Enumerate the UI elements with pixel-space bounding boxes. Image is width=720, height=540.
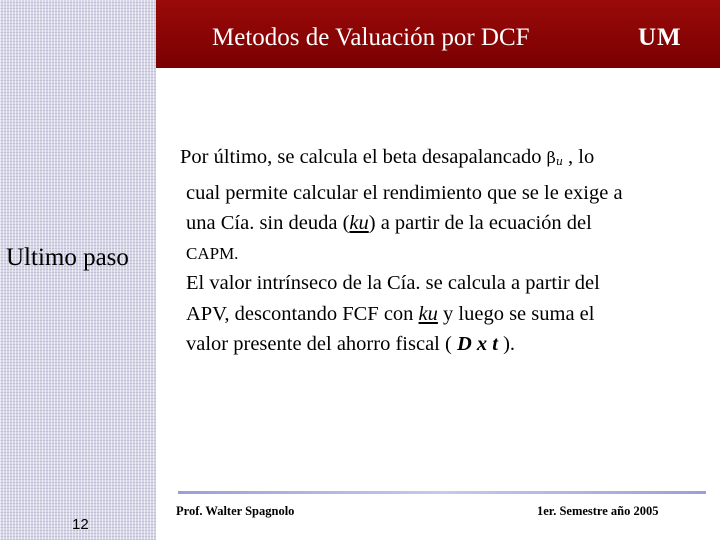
footer-divider bbox=[178, 491, 706, 494]
p1-line2: cual permite calcular el rendimiento que se le exige a bbox=[186, 181, 623, 204]
p2-line3-tail: ). bbox=[497, 333, 516, 355]
page-number: 12 bbox=[72, 516, 89, 533]
paragraph-apv bbox=[178, 268, 710, 360]
beta-unlevered-symbol bbox=[547, 148, 563, 167]
p2-line1: El valor intrínseco de la Cía. se calcula a partir del bbox=[186, 272, 600, 294]
p1-line3-tail: ) a partir de la ecuación del bbox=[368, 212, 592, 234]
header-banner bbox=[156, 0, 720, 68]
p2-line3 bbox=[178, 329, 710, 360]
ku-term-2: ku bbox=[418, 302, 438, 325]
ku-term: ku bbox=[349, 212, 369, 234]
sidebar-label: Ultimo paso bbox=[6, 244, 129, 271]
beta-subscript: u bbox=[555, 155, 563, 168]
footer-semester: 1er. Semestre año 2005 bbox=[537, 504, 659, 518]
p2-line3-text: valor presente del ahorro fiscal ( bbox=[186, 333, 457, 355]
p2-line2 bbox=[178, 299, 710, 330]
slide-title: Metodos de Valuación por DCF bbox=[212, 24, 530, 51]
um-logo: UM bbox=[638, 24, 682, 51]
p2-line2-text: APV, descontando FCF con bbox=[186, 302, 419, 325]
d-x-t-term: D x t bbox=[456, 333, 498, 355]
p1-line1 bbox=[178, 142, 710, 178]
p2-line2-tail: y luego se suma el bbox=[437, 302, 595, 325]
p1-line1-tail: , lo bbox=[562, 146, 595, 168]
p1-line1-text: Por último, se calcula el beta desapalancado bbox=[180, 146, 547, 168]
beta-symbol: β bbox=[546, 148, 556, 167]
p1-line3-text: una Cía. sin deuda ( bbox=[186, 212, 350, 234]
p1-line3 bbox=[178, 208, 710, 239]
p1-line4: CAPM. bbox=[186, 243, 239, 263]
footer-author: Prof. Walter Spagnolo bbox=[176, 504, 295, 518]
paragraph-beta bbox=[178, 142, 710, 269]
